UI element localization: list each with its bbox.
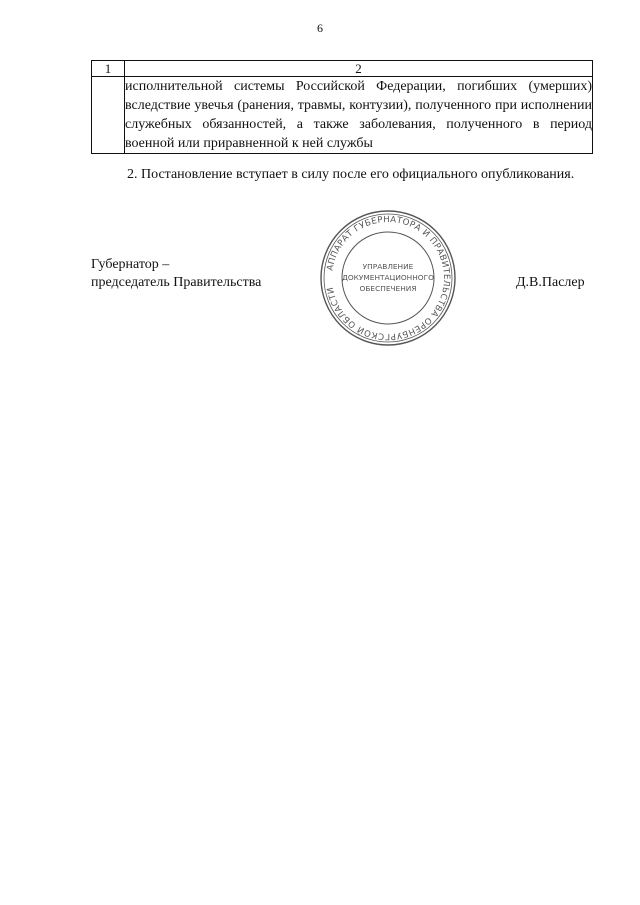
effective-date-paragraph: 2. Постановление вступает в силу после его официального опубликования.: [127, 167, 575, 182]
official-seal-stamp: [318, 208, 458, 348]
signature-title-block: [91, 256, 261, 292]
seal-icon: [318, 208, 458, 348]
signature-title-line-2: председатель Правительства: [91, 275, 262, 290]
table-header-col-1: 1: [92, 61, 125, 77]
table-row: [92, 77, 593, 154]
document-table: [91, 60, 593, 154]
seal-center-line-1: УПРАВЛЕНИЕ: [362, 262, 414, 271]
page-number: 6: [317, 21, 323, 35]
table-header-col-2: 2: [125, 61, 593, 77]
seal-center-line-3: ОБЕСПЕЧЕНИЯ: [359, 284, 417, 293]
seal-center-line-2: ДОКУМЕНТАЦИОННОГО: [342, 273, 434, 282]
seal-ring-text: АППАРАТ ГУБЕРНАТОРА И ПРАВИТЕЛЬСТВА ОРЕНБУРГСКОЙ ОБЛАСТИ: [325, 214, 452, 342]
table-cell-col-1: [92, 77, 125, 154]
signatory-name: Д.В.Паслер: [516, 275, 585, 290]
table-cell-col-2: исполнительной системы Российской Федерации, погибших (умерших) вследствие увечья (ранения, травмы, контузии), полученного при исполнении служебных обязанностей, а также заболевания, полученного в период военной или приравненной к ней службы: [125, 77, 593, 154]
table-header-row: [92, 61, 593, 77]
signature-title-line-1: Губернатор –: [91, 257, 170, 272]
